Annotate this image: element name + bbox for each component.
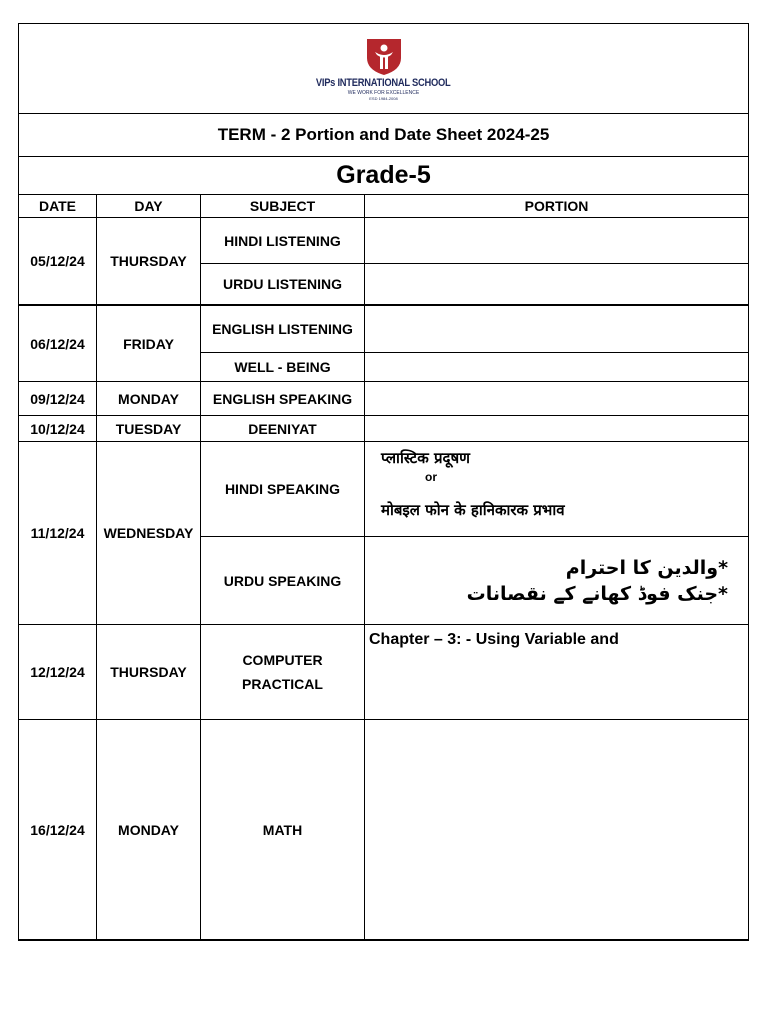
row-portion: Chapter – 3: - Using Variable and — [369, 631, 619, 648]
table-row — [18, 416, 749, 442]
row-date: 05/12/24 — [19, 218, 97, 304]
row-subject: HINDI LISTENING — [201, 218, 365, 263]
portion-line: प्लास्टिक प्रदूषण — [381, 449, 470, 467]
school-tagline: WE WORK FOR EXCELLENCE — [347, 90, 420, 96]
row-date: 10/12/24 — [19, 416, 97, 441]
row-portion — [365, 416, 748, 441]
row-subject: HINDI SPEAKING — [201, 442, 365, 536]
row-subject: URDU LISTENING — [201, 264, 365, 304]
header-portion: PORTION — [524, 198, 589, 214]
school-since: ESD 1984-2008 — [369, 96, 398, 101]
row-day: TUESDAY — [97, 416, 201, 441]
table-row — [18, 218, 749, 306]
row-date: 11/12/24 — [19, 442, 97, 624]
row-date: 16/12/24 — [19, 720, 97, 939]
title-row — [18, 114, 749, 157]
row-date: 09/12/24 — [19, 382, 97, 415]
date-sheet — [18, 23, 749, 941]
table-row — [18, 720, 749, 941]
row-subject: ENGLISH LISTENING — [201, 306, 365, 352]
header-date: DATE — [19, 195, 97, 217]
table-row — [18, 306, 749, 382]
row-day: THURSDAY — [97, 625, 201, 719]
school-shield-icon — [364, 36, 404, 76]
portion-line: *والدین کا احترام — [565, 556, 728, 579]
grade-row — [18, 157, 749, 195]
header-subject: SUBJECT — [201, 195, 365, 217]
row-portion — [365, 537, 748, 624]
portion-line: or — [425, 470, 437, 484]
row-day: MONDAY — [97, 720, 201, 939]
row-day: WEDNESDAY — [97, 442, 201, 624]
row-portion — [365, 306, 748, 352]
portion-line: *جنک فوڈ کھانے کے نقصانات — [466, 582, 728, 605]
row-subject: URDU SPEAKING — [201, 537, 365, 624]
sheet-title: TERM - 2 Portion and Date Sheet 2024-25 — [217, 125, 550, 144]
row-portion — [365, 720, 748, 939]
table-header — [18, 195, 749, 218]
row-day: THURSDAY — [97, 218, 201, 304]
subject-text: COMPUTER PRACTICAL — [242, 652, 323, 692]
row-portion — [365, 442, 748, 536]
row-portion — [365, 264, 748, 304]
logo-row — [18, 23, 749, 114]
row-subject — [201, 625, 365, 719]
row-portion — [365, 382, 748, 415]
row-date: 06/12/24 — [19, 306, 97, 381]
row-subject: WELL - BEING — [201, 353, 365, 381]
row-subject: MATH — [201, 720, 365, 939]
table-row — [18, 625, 749, 720]
row-day: FRIDAY — [97, 306, 201, 381]
school-name: VIPs INTERNATIONAL SCHOOL — [316, 77, 451, 89]
header-day: DAY — [97, 195, 201, 217]
row-subject: ENGLISH SPEAKING — [201, 382, 365, 415]
row-subject: DEENIYAT — [201, 416, 365, 441]
row-portion — [365, 353, 748, 381]
row-portion — [365, 218, 748, 263]
row-day: MONDAY — [97, 382, 201, 415]
table-row — [18, 382, 749, 416]
grade-label: Grade-5 — [336, 161, 431, 189]
table-row — [18, 442, 749, 625]
portion-line: मोबइल फोन के हानिकारक प्रभाव — [381, 501, 565, 519]
row-date: 12/12/24 — [19, 625, 97, 719]
